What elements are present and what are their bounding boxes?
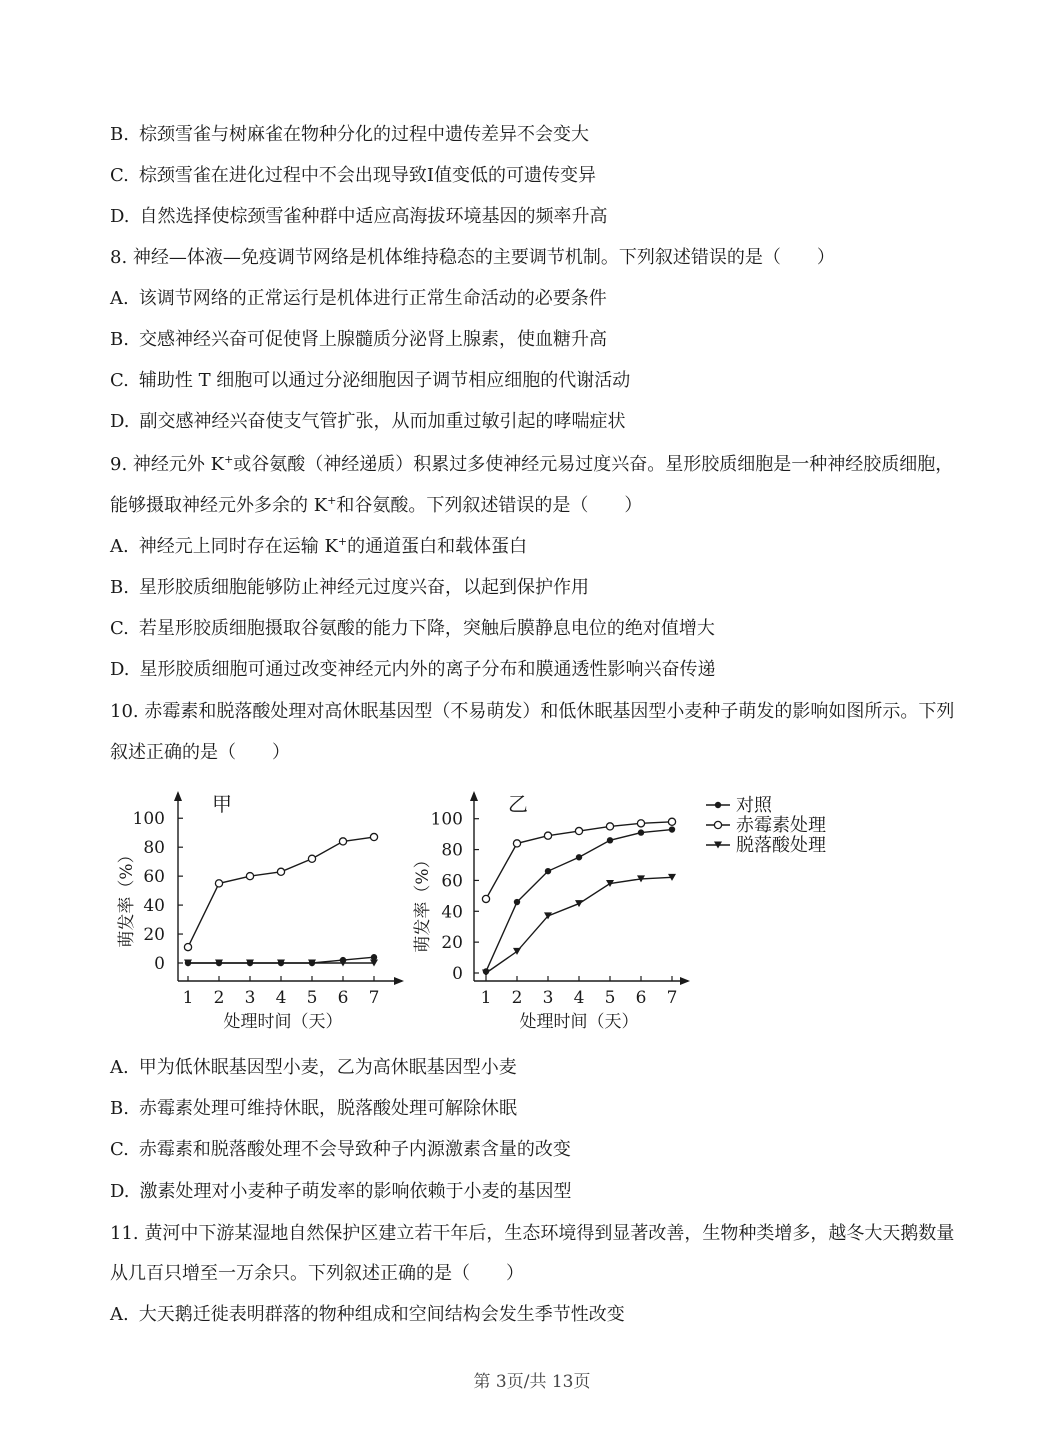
x-tick-label: 3 — [542, 988, 554, 1008]
q9-stem-line2: 能够摄取神经元外多余的 K+和谷氨酸。下列叙述错误的是（ ） — [110, 494, 643, 516]
x-tick-label: 3 — [244, 988, 256, 1008]
legend-label: 对照 — [736, 795, 772, 816]
q7-option-d: D. 自然选择使棕颈雪雀种群中适应高海拔环境基因的频率升高 — [110, 206, 608, 227]
x-tick-label: 7 — [666, 988, 678, 1008]
x-tick-label: 6 — [635, 988, 647, 1008]
data-point — [482, 895, 489, 902]
q9-option-a: A. 神经元上同时存在运输 K+的通道蛋白和载体蛋白 — [110, 535, 528, 557]
chart-title: 甲 — [212, 792, 232, 816]
data-point — [607, 837, 613, 843]
data-point — [184, 943, 191, 950]
x-tick-label: 5 — [604, 988, 616, 1008]
x-tick-label: 4 — [573, 988, 585, 1008]
x-axis-label: 处理时间（天） — [223, 1012, 343, 1032]
data-point — [668, 818, 675, 825]
data-point — [637, 820, 644, 827]
germination-charts — [110, 785, 850, 1045]
data-point — [370, 833, 377, 840]
chart-yi — [413, 791, 826, 1032]
q8-option-d: D. 副交感神经兴奋使支气管扩张，从而加重过敏引起的哮喘症状 — [110, 411, 626, 432]
page-footer: 第 3页/共 13页 — [473, 1372, 591, 1392]
y-tick-label: 20 — [441, 933, 463, 954]
y-tick-label: 100 — [430, 809, 463, 830]
q8-option-a: A. 该调节网络的正常运行是机体进行正常生命活动的必要条件 — [110, 288, 607, 309]
data-point — [371, 954, 377, 960]
q10-option-d: D. 激素处理对小麦种子萌发率的影响依赖于小麦的基因型 — [110, 1181, 572, 1202]
x-tick-label: 5 — [306, 988, 318, 1008]
data-point — [575, 900, 583, 907]
legend-label: 脱落酸处理 — [736, 835, 826, 856]
series-line — [188, 837, 374, 947]
y-tick-label: 80 — [143, 838, 165, 859]
y-tick-label: 0 — [154, 954, 165, 974]
x-axis-arrow — [394, 977, 404, 985]
legend-marker — [714, 821, 721, 828]
q8-option-c: C. 辅助性 T 细胞可以通过分泌细胞因子调节相应细胞的代谢活动 — [110, 370, 631, 391]
x-tick-label: 4 — [275, 988, 287, 1008]
data-point — [246, 873, 253, 880]
y-tick-label: 60 — [143, 867, 165, 888]
x-tick-label: 7 — [368, 988, 380, 1008]
q11-stem-line2: 从几百只增至一万余只。下列叙述正确的是（ ） — [110, 1263, 524, 1284]
y-axis-label: 萌发率（%） — [117, 846, 137, 948]
data-point — [545, 868, 551, 874]
x-axis-arrow — [680, 977, 690, 985]
q11-option-a: A. 大天鹅迁徙表明群落的物种组成和空间结构会发生季节性改变 — [110, 1304, 625, 1325]
y-tick-label: 80 — [441, 840, 463, 861]
y-tick-label: 60 — [441, 871, 463, 892]
data-point — [669, 826, 675, 832]
q9-option-d: D. 星形胶质细胞可通过改变神经元内外的离子分布和膜通透性影响兴奋传递 — [110, 659, 716, 680]
legend-label: 赤霉素处理 — [736, 815, 826, 836]
y-axis-arrow — [174, 791, 182, 801]
x-tick-label: 2 — [213, 988, 225, 1008]
data-point — [576, 854, 582, 860]
data-point — [606, 823, 613, 830]
q9-option-b: B. 星形胶质细胞能够防止神经元过度兴奋，以起到保护作用 — [110, 577, 589, 598]
series-line — [486, 877, 672, 973]
q10-option-b: B. 赤霉素处理可维持休眠，脱落酸处理可解除休眠 — [110, 1098, 517, 1119]
y-axis-label: 萌发率（%） — [413, 851, 433, 953]
data-point — [638, 829, 644, 835]
q9-stem-line1: 9. 神经元外 K+或谷氨酸（神经递质）积累过多使神经元易过度兴奋。星形胶质细胞是一种神经胶质细胞， — [110, 453, 954, 475]
y-tick-label: 40 — [441, 902, 463, 923]
x-axis-label: 处理时间（天） — [519, 1012, 639, 1032]
y-tick-label: 40 — [143, 896, 165, 917]
data-point — [339, 838, 346, 845]
chart-jia — [117, 791, 404, 1032]
data-point — [513, 840, 520, 847]
q7-option-c: C. 棕颈雪雀在进化过程中不会出现导致I值变低的可遗传变异 — [110, 165, 596, 186]
x-tick-label: 1 — [182, 988, 194, 1008]
x-tick-label: 6 — [337, 988, 349, 1008]
q10-option-a: A. 甲为低休眠基因型小麦，乙为高休眠基因型小麦 — [110, 1057, 517, 1078]
data-point — [544, 832, 551, 839]
x-tick-label: 2 — [511, 988, 523, 1008]
q10-stem-line1: 10. 赤霉素和脱落酸处理对高休眠基因型（不易萌发）和低休眠基因型小麦种子萌发的影响如图所示。下列 — [110, 701, 955, 722]
data-point — [575, 827, 582, 834]
chart-title: 乙 — [508, 792, 528, 816]
q11-stem-line1: 11. 黄河中下游某湿地自然保护区建立若干年后，生态环境得到显著改善，生物种类增多，越冬大天鹅数量 — [110, 1223, 955, 1244]
y-axis-arrow — [470, 791, 478, 801]
y-tick-label: 20 — [143, 925, 165, 946]
q9-option-c: C. 若星形胶质细胞摄取谷氨酸的能力下降，突触后膜静息电位的绝对值增大 — [110, 618, 715, 639]
q7-option-b: B. 棕颈雪雀与树麻雀在物种分化的过程中遗传差异不会变大 — [110, 124, 589, 145]
q10-figure — [110, 785, 850, 1045]
data-point — [514, 899, 520, 905]
data-point — [215, 880, 222, 887]
data-point — [308, 855, 315, 862]
y-tick-label: 0 — [452, 964, 463, 984]
y-tick-label: 100 — [132, 809, 165, 830]
data-point — [277, 868, 284, 875]
q8-stem: 8. 神经—体液—免疫调节网络是机体维持稳态的主要调节机制。下列叙述错误的是（ ） — [110, 247, 835, 268]
q10-stem-line2: 叙述正确的是（ ） — [110, 742, 290, 763]
q8-option-b: B. 交感神经兴奋可促使肾上腺髓质分泌肾上腺素，使血糖升高 — [110, 329, 607, 350]
q10-option-c: C. 赤霉素和脱落酸处理不会导致种子内源激素含量的改变 — [110, 1139, 571, 1160]
legend-marker — [715, 802, 721, 808]
x-tick-label: 1 — [480, 988, 492, 1008]
